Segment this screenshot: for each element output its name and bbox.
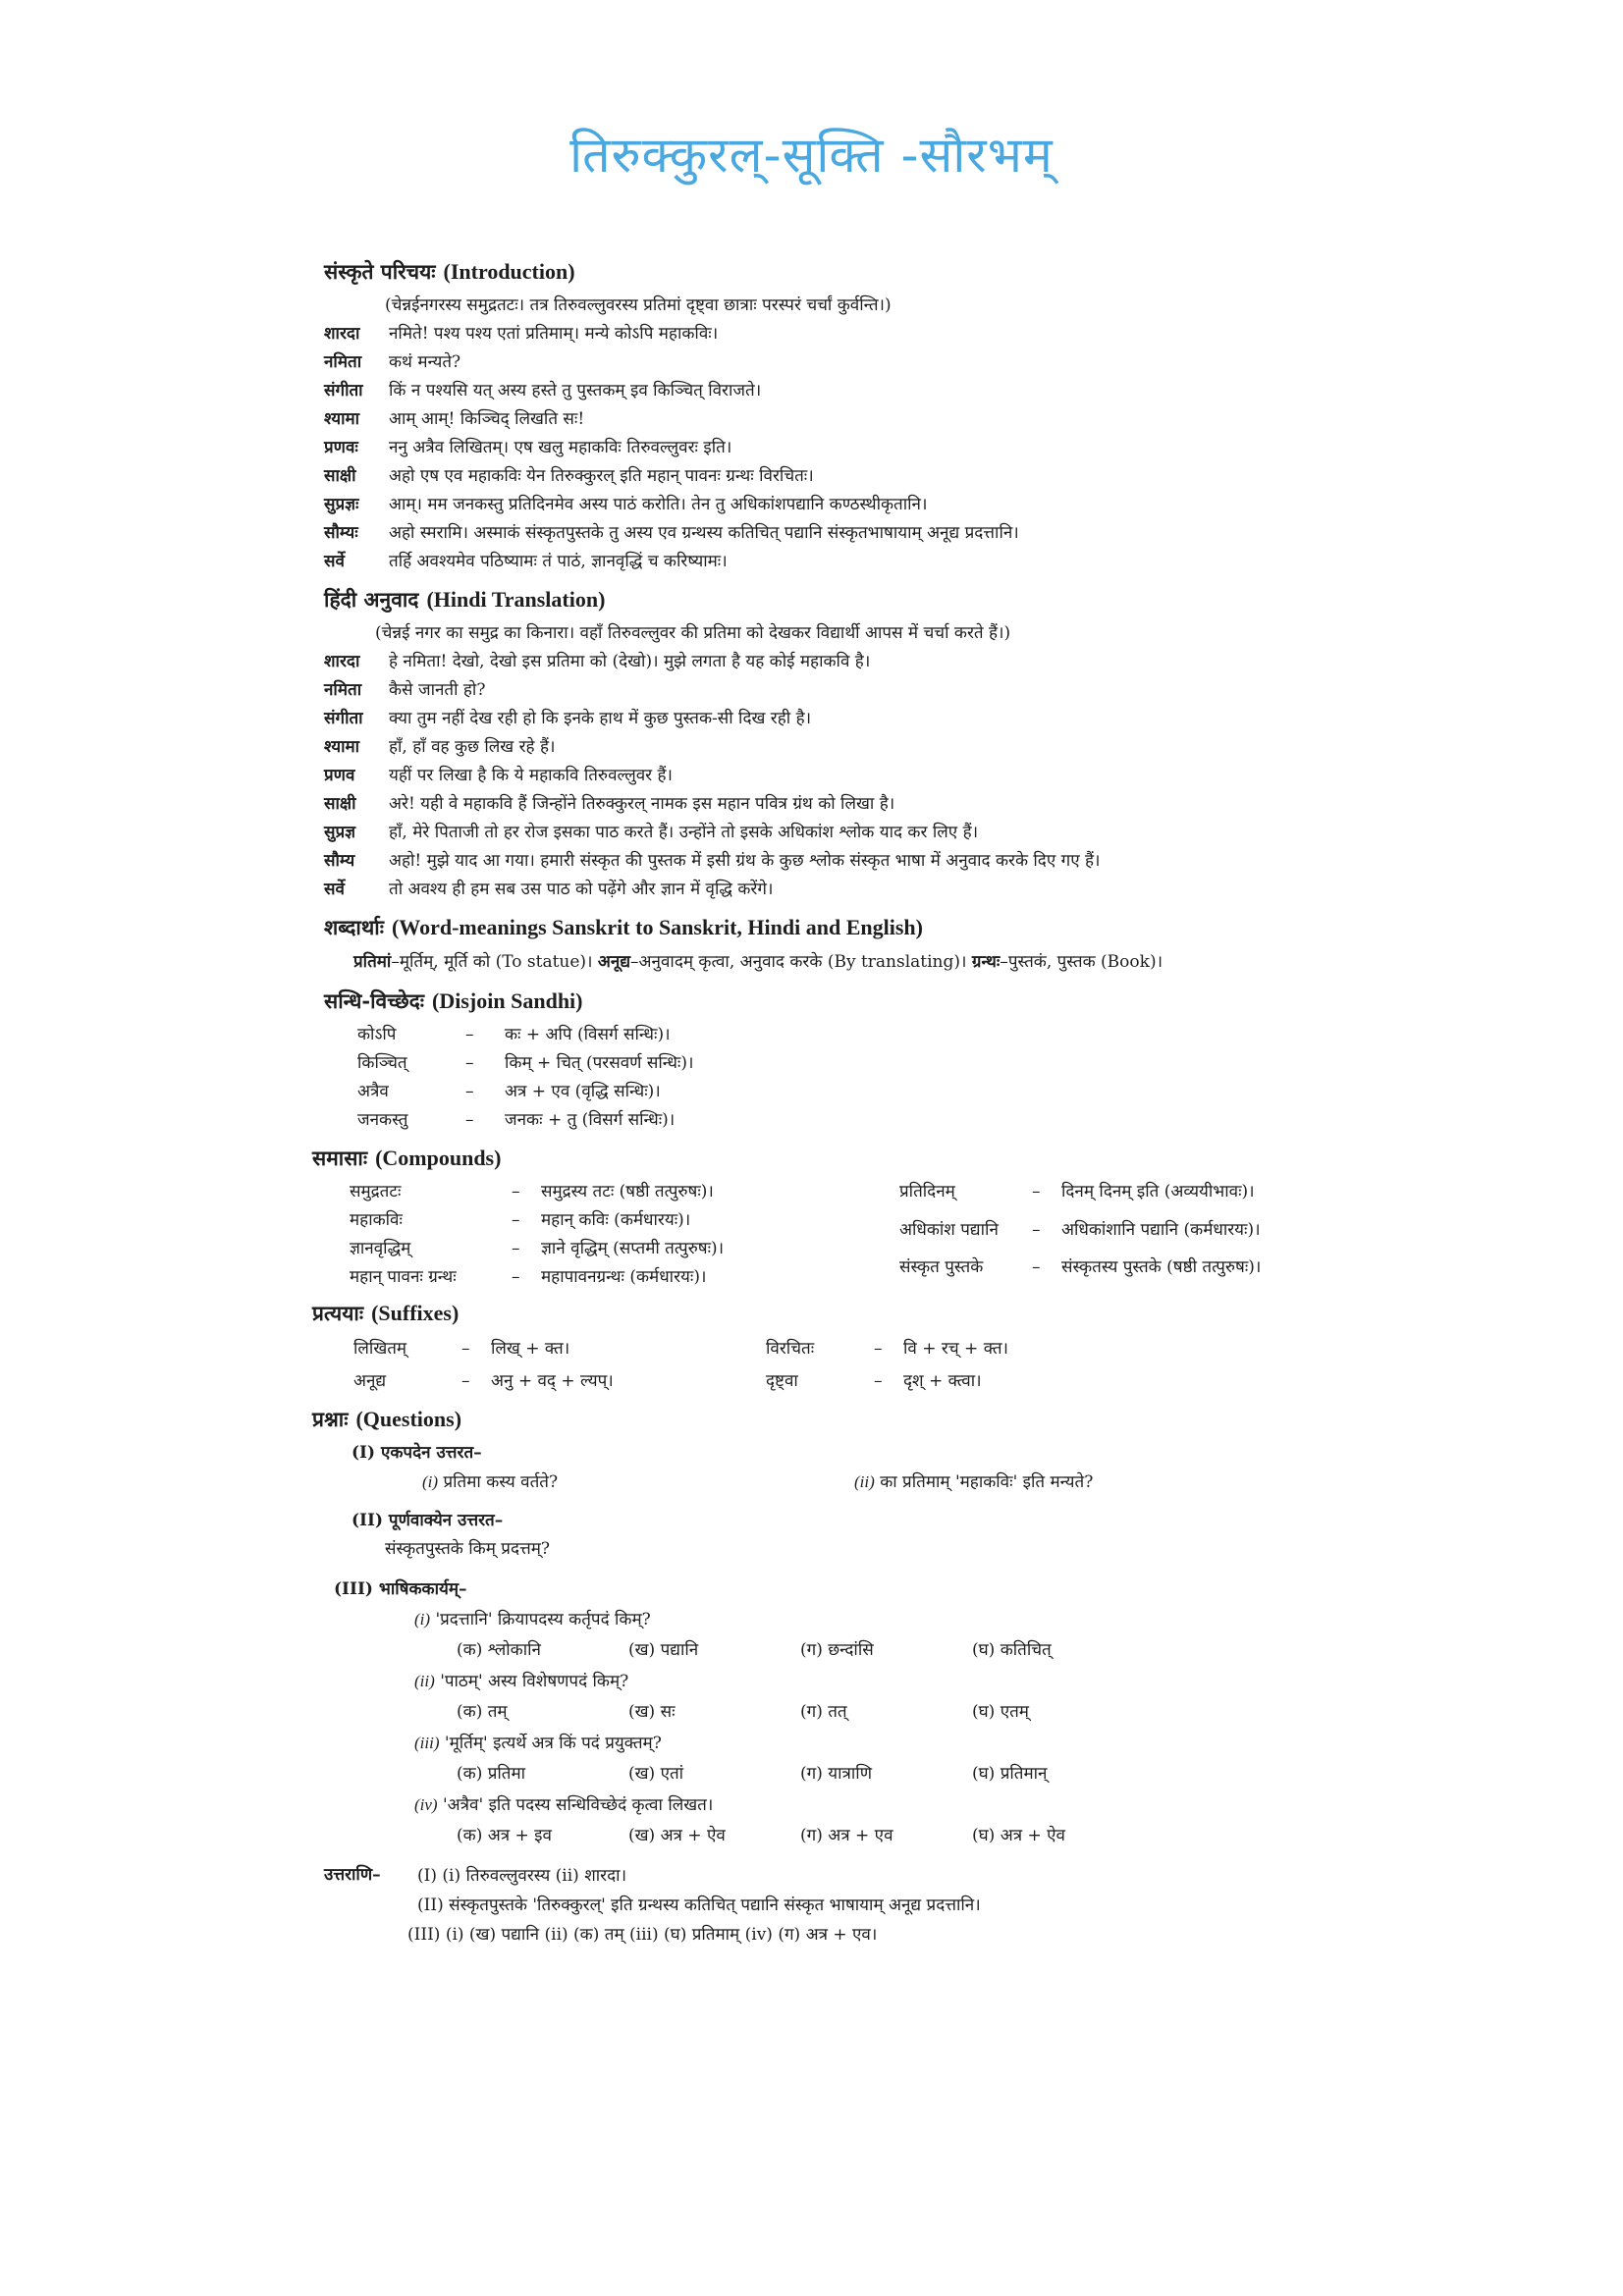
dash: –	[1032, 1257, 1041, 1278]
mcq-option: (क) तम्	[457, 1702, 508, 1722]
mcq-question	[324, 1728, 1208, 1759]
speaker-name: सौम्य	[324, 851, 355, 871]
mcq-option: (घ) अत्र + ऐव	[972, 1826, 1065, 1845]
dash: –	[1032, 1182, 1041, 1201]
question-item	[422, 1468, 854, 1497]
speaker-name: संगीता	[324, 709, 363, 728]
compounds-right-column	[899, 1178, 1312, 1292]
mcq-option: (ख) पद्यानि	[628, 1640, 699, 1660]
suffixes-table	[324, 1333, 1208, 1398]
speaker-name: नमिता	[324, 680, 362, 700]
sandhi-split: जनकः + तु (विसर्ग सन्धिः)।	[505, 1110, 676, 1130]
question-1-items	[324, 1468, 1208, 1497]
dialogue-text: हे नमिता! देखो, देखो इस प्रतिमा को (देखो)। मुझे लगता है यह कोई महाकवि है।	[389, 652, 871, 671]
speaker-name: शारदा	[324, 652, 360, 671]
dialogue-line	[324, 847, 1208, 876]
sandhi-word: अत्रैव	[357, 1082, 389, 1101]
item-number: (iii)	[414, 1734, 440, 1752]
dialogue-line	[324, 491, 1208, 519]
dash: –	[874, 1339, 883, 1359]
dialogue-text: कैसे जानती हो?	[389, 680, 486, 700]
dash: –	[465, 1025, 474, 1044]
section-heading-hindi-translation	[324, 584, 1208, 615]
dialogue-line	[324, 648, 1208, 676]
dialogue-line	[324, 320, 1208, 348]
heading-hindi: हिंदी अनुवाद	[324, 587, 419, 612]
answers-label: उत्तराणि–	[324, 1865, 381, 1885]
dialogue-text: अहो! मुझे याद आ गया। हमारी संस्कृत की पुस्तक में इसी ग्रंथ के कुछ श्लोक संस्कृत भाषा में अनुवाद करके दिए गए हैं।	[389, 851, 1101, 871]
dialogue-line	[324, 519, 1208, 548]
dialogue-line	[324, 377, 1208, 405]
speaker-name: सर्वे	[324, 552, 345, 571]
mcq-option: (क) श्लोकानि	[457, 1640, 541, 1660]
dash: –	[874, 1371, 883, 1391]
compounds-table	[324, 1178, 1262, 1292]
question-3-items	[324, 1604, 1208, 1851]
dash: –	[512, 1210, 520, 1230]
suffixes-left-column	[353, 1333, 766, 1398]
dash: –	[512, 1182, 520, 1201]
samasa-split: ज्ञाने वृद्धिम् (सप्तमी तत्पुरुषः)।	[541, 1239, 725, 1258]
term-meaning: –अनुवादम् कृत्वा, अनुवाद करके (By translating)।	[630, 952, 967, 972]
heading-english: (Compounds)	[375, 1146, 502, 1170]
stage-direction-hindi: (चेन्नई नगर का समुद्र का किनारा। वहाँ तिरुवल्लुवर की प्रतिमा को देखकर विद्यार्थी आपस में चर्चा करते हैं।)	[375, 623, 1011, 643]
dash: –	[512, 1239, 520, 1258]
samasa-split: संस्कृतस्य पुस्तके (षष्ठी तत्पुरुषः)।	[1061, 1257, 1262, 1278]
section-heading-suffixes	[312, 1298, 1208, 1329]
dialogue-sanskrit	[324, 320, 1208, 576]
mcq-options	[324, 1759, 1208, 1789]
section-heading-compounds	[312, 1143, 1208, 1174]
question-instruction: एकपदेन उत्तरत–	[380, 1443, 482, 1463]
speaker-name: सुप्रज्ञः	[324, 495, 359, 514]
answers-block	[324, 1861, 1208, 1949]
sandhi-word: किञ्चित्	[357, 1053, 407, 1073]
dialogue-text: अरे! यही वे महाकवि हैं जिन्होंने तिरुक्कुरल् नामक इस महान पवित्र ग्रंथ को लिखा है।	[389, 794, 895, 814]
question-instruction: पूर्णवाक्येन उत्तरत–	[388, 1511, 504, 1530]
samasa-split: दिनम् दिनम् इति (अव्ययीभावः)।	[1061, 1182, 1255, 1201]
mcq-option: (घ) एतम्	[972, 1702, 1029, 1722]
term-meaning: –पुस्तकं, पुस्तक (Book)।	[1000, 952, 1163, 972]
samasa-split: महापावनग्रन्थः (कर्मधारयः)।	[541, 1267, 707, 1287]
term: प्रतिमां	[353, 952, 392, 972]
dialogue-text: अहो स्मरामि। अस्माकं संस्कृतपुस्तके तु अस्य एव ग्रन्थस्य कतिचित् पद्यानि संस्कृतभाषायाम् अनूद्य प्रदत्तानि।	[389, 523, 1019, 543]
sandhi-row	[324, 1021, 1208, 1049]
dialogue-line	[324, 790, 1208, 819]
question-text: 'पाठम्' अस्य विशेषणपदं किम्?	[440, 1672, 629, 1691]
samasa-word: समुद्रतटः	[350, 1182, 402, 1201]
dialogue-text: किं न पश्यसि यत् अस्य हस्ते तु पुस्तकम् इव किञ्चित् विराजते।	[389, 381, 762, 400]
suffixes-right-column	[766, 1333, 1060, 1398]
heading-sanskrit: सन्धि-विच्छेदः	[324, 988, 425, 1013]
question-text: का प्रतिमाम् 'महाकविः' इति मन्यते?	[880, 1472, 1094, 1492]
mcq-option: (ख) अत्र + ऐव	[628, 1826, 726, 1845]
sandhi-word: कोऽपि	[357, 1025, 397, 1044]
speaker-name: शारदा	[324, 324, 360, 344]
question-text: 'प्रदत्तानि' क्रियापदस्य कर्तृपदं किम्?	[435, 1610, 651, 1629]
word-meanings-list	[324, 947, 1208, 978]
dialogue-text: नमिते! पश्य पश्य एतां प्रतिमाम्। मन्ये कोऽपि महाकविः।	[389, 324, 719, 344]
mcq-option: (ग) यात्राणि	[800, 1764, 872, 1784]
mcq-option: (ग) छन्दांसि	[800, 1640, 874, 1660]
stage-direction: (चेन्नईनगरस्य समुद्रतटः। तत्र तिरुवल्लुवरस्य प्रतिमां दृष्ट्वा छात्राः परस्परं चर्चां कुर्वन्ति।)	[385, 295, 892, 315]
mcq-options	[324, 1635, 1208, 1666]
question-group-3	[324, 1575, 1208, 1604]
pratyaya-split: दृश् + क्त्वा।	[903, 1371, 982, 1391]
speaker-name: साक्षी	[324, 794, 356, 814]
section-heading-introduction	[324, 256, 1208, 288]
question-group-2	[324, 1507, 1208, 1535]
samasa-word: प्रतिदिनम्	[899, 1182, 955, 1201]
dash: –	[461, 1371, 470, 1391]
speaker-name: सर्वे	[324, 880, 345, 899]
mcq-option: (ख) एतां	[628, 1764, 684, 1784]
mcq-question	[324, 1604, 1208, 1635]
dialogue-line	[324, 348, 1208, 377]
dialogue-line	[324, 676, 1208, 705]
heading-english: (Word-meanings Sanskrit to Sanskrit, Hindi and English)	[391, 915, 923, 939]
sandhi-word: जनकस्तु	[357, 1110, 408, 1130]
samasa-split: महान् कविः (कर्मधारयः)।	[541, 1210, 691, 1230]
mcq-options	[324, 1697, 1208, 1728]
mcq-option: (क) अत्र + इव	[457, 1826, 552, 1845]
heading-sanskrit: संस्कृते परिचयः	[324, 259, 436, 284]
item-number: (ii)	[414, 1672, 435, 1690]
heading-sanskrit: शब्दार्थाः	[324, 915, 384, 939]
mcq-question	[324, 1789, 1208, 1821]
dash: –	[1032, 1219, 1041, 1240]
sandhi-row	[324, 1049, 1208, 1078]
dialogue-line	[324, 462, 1208, 491]
dialogue-text: ननु अत्रैव लिखितम्। एष खलु महाकविः तिरुवल्लुवरः इति।	[389, 438, 732, 457]
term: अनूद्य	[597, 952, 631, 972]
mcq-options	[324, 1821, 1208, 1851]
samasa-word: संस्कृत पुस्तके	[899, 1257, 984, 1278]
samasa-split: समुद्रस्य तटः (षष्ठी तत्पुरुषः)।	[541, 1182, 714, 1201]
dialogue-line	[324, 705, 1208, 733]
mcq-option: (घ) कतिचित्	[972, 1640, 1052, 1660]
dash: –	[512, 1267, 520, 1287]
samasa-split: अधिकांशानि पद्यानि (कर्मधारयः)।	[1061, 1219, 1261, 1240]
dash: –	[461, 1339, 470, 1359]
dialogue-line	[324, 548, 1208, 576]
samasa-word: अधिकांश पद्यानि	[899, 1219, 999, 1240]
samasa-word: ज्ञानवृद्धिम्	[350, 1239, 411, 1258]
dash: –	[465, 1110, 474, 1130]
sandhi-split: कः + अपि (विसर्ग सन्धिः)।	[505, 1025, 671, 1044]
heading-english: (Suffixes)	[371, 1301, 460, 1325]
mcq-option: (ग) अत्र + एव	[800, 1826, 893, 1845]
answer-line: (II) संस्कृतपुस्तके 'तिरुक्कुरल्' इति ग्रन्थस्य कतिचित् पद्यानि संस्कृत भाषायाम् अनूद्य प्रदत्तानि।	[417, 1896, 981, 1915]
question-group-1	[324, 1439, 1208, 1468]
speaker-name: प्रणव	[324, 766, 355, 785]
compounds-left-column	[350, 1178, 899, 1292]
speaker-name: नमिता	[324, 352, 362, 372]
question-text: 'अत्रैव' इति पदस्य सन्धिविच्छेदं कृत्वा लिखत।	[443, 1795, 714, 1815]
item-number: (iv)	[414, 1795, 438, 1814]
sandhi-split: किम् + चित् (परसवर्ण सन्धिः)।	[505, 1053, 694, 1073]
dialogue-hindi	[324, 648, 1208, 904]
mcq-option: (घ) प्रतिमान्	[972, 1764, 1048, 1784]
sandhi-row	[324, 1106, 1208, 1135]
dialogue-text: आम् आम्! किञ्चिद् लिखति सः!	[389, 409, 585, 429]
mcq-option: (ग) तत्	[800, 1702, 847, 1722]
heading-english: (Hindi Translation)	[426, 587, 606, 612]
heading-english: (Disjoin Sandhi)	[432, 988, 583, 1013]
dialogue-text: हाँ, मेरे पिताजी तो हर रोज इसका पाठ करते हैं। उन्होंने तो इसके अधिकांश श्लोक याद कर लिए हैं।	[389, 823, 979, 842]
heading-sanskrit: प्रत्ययाः	[312, 1301, 364, 1325]
question-instruction: भाषिककार्यम्–	[378, 1579, 467, 1599]
question-text: संस्कृतपुस्तके किम् प्रदत्तम्?	[385, 1539, 551, 1559]
heading-english: (Introduction)	[443, 259, 575, 284]
mcq-question	[324, 1666, 1208, 1697]
pratyaya-split: वि + रच् + क्त।	[903, 1339, 1008, 1359]
term: ग्रन्थः	[971, 952, 1001, 972]
dialogue-line	[324, 876, 1208, 904]
sandhi-table	[324, 1021, 1208, 1135]
answer-line: (I) (i) तिरुवल्लुवरस्य (ii) शारदा।	[417, 1866, 627, 1886]
section-heading-sandhi	[324, 986, 1208, 1017]
pratyaya-word: विरचितः	[766, 1339, 815, 1359]
dash: –	[465, 1082, 474, 1101]
dialogue-text: अहो एष एव महाकविः येन तिरुक्कुरल् इति महान् पावनः ग्रन्थः विरचितः।	[389, 466, 814, 486]
heading-english: (Questions)	[355, 1407, 462, 1431]
term-meaning: –मूर्तिम्, मूर्ति को (To statue)।	[391, 952, 593, 972]
dialogue-line	[324, 819, 1208, 847]
dialogue-line	[324, 762, 1208, 790]
dialogue-line	[324, 434, 1208, 462]
pratyaya-split: अनु + वद् + ल्यप्।	[491, 1371, 614, 1391]
samasa-word: महाकविः	[350, 1210, 403, 1230]
dialogue-text: यहीं पर लिखा है कि ये महाकवि तिरुवल्लुवर हैं।	[389, 766, 673, 785]
speaker-name: श्यामा	[324, 409, 360, 429]
dialogue-line	[324, 733, 1208, 762]
dialogue-text: हाँ, हाँ वह कुछ लिख रहे हैं।	[389, 737, 556, 757]
question-number: (I)	[352, 1443, 376, 1463]
question-number: (III)	[334, 1579, 373, 1599]
document-body	[312, 250, 1262, 1949]
speaker-name: सौम्यः	[324, 523, 358, 543]
speaker-name: सुप्रज्ञ	[324, 823, 356, 842]
section-heading-questions	[312, 1404, 1208, 1435]
section-heading-word-meanings	[324, 912, 1208, 943]
pratyaya-word: अनूद्य	[353, 1371, 387, 1391]
dialogue-text: तो अवश्य ही हम सब उस पाठ को पढ़ेंगे और ज्ञान में वृद्धि करेंगे।	[389, 880, 774, 899]
question-item	[854, 1468, 1247, 1497]
item-number: (i)	[414, 1610, 431, 1629]
dash: –	[465, 1053, 474, 1073]
pratyaya-split: लिख् + क्त।	[491, 1339, 570, 1359]
pratyaya-word: लिखितम्	[353, 1339, 407, 1359]
speaker-name: प्रणवः	[324, 438, 358, 457]
dialogue-text: कथं मन्यते?	[389, 352, 461, 372]
heading-sanskrit: प्रश्नाः	[312, 1407, 349, 1431]
dialogue-line	[324, 405, 1208, 434]
question-text: प्रतिमा कस्य वर्तते?	[443, 1472, 559, 1492]
item-number: (ii)	[854, 1472, 875, 1491]
sandhi-row	[324, 1078, 1208, 1106]
sandhi-split: अत्र + एव (वृद्धि सन्धिः)।	[505, 1082, 661, 1101]
speaker-name: साक्षी	[324, 466, 356, 486]
answers-lines	[407, 1861, 981, 1949]
answer-line: (III) (i) (ख) पद्यानि (ii) (क) तम् (iii) (घ) प्रतिमाम् (iv) (ग) अत्र + एव।	[407, 1925, 878, 1945]
question-number: (II)	[352, 1511, 383, 1530]
speaker-name: श्यामा	[324, 737, 360, 757]
pratyaya-word: दृष्ट्वा	[766, 1371, 798, 1391]
question-text: 'मूर्तिम्' इत्यर्थे अत्र किं पदं प्रयुक्तम्?	[444, 1734, 662, 1753]
mcq-option: (क) प्रतिमा	[457, 1764, 526, 1784]
speaker-name: संगीता	[324, 381, 363, 400]
samasa-word: महान् पावनः ग्रन्थः	[350, 1267, 457, 1287]
mcq-option: (ख) सः	[628, 1702, 676, 1722]
heading-sanskrit: समासाः	[312, 1146, 368, 1170]
item-number: (i)	[422, 1472, 439, 1491]
dialogue-text: क्या तुम नहीं देख रही हो कि इनके हाथ में कुछ पुस्तक-सी दिख रही है।	[389, 709, 812, 728]
dialogue-text: आम्। मम जनकस्तु प्रतिदिनमेव अस्य पाठं करोति। तेन तु अधिकांशपद्यानि कण्ठस्थीकृतानि।	[389, 495, 928, 514]
dialogue-text: तर्हि अवश्यमेव पठिष्यामः तं पाठं, ज्ञानवृद्धिं च करिष्यामः।	[389, 552, 728, 571]
page-title: तिरुक्कुरल्-सूक्ति -सौरभम्	[569, 126, 1054, 184]
